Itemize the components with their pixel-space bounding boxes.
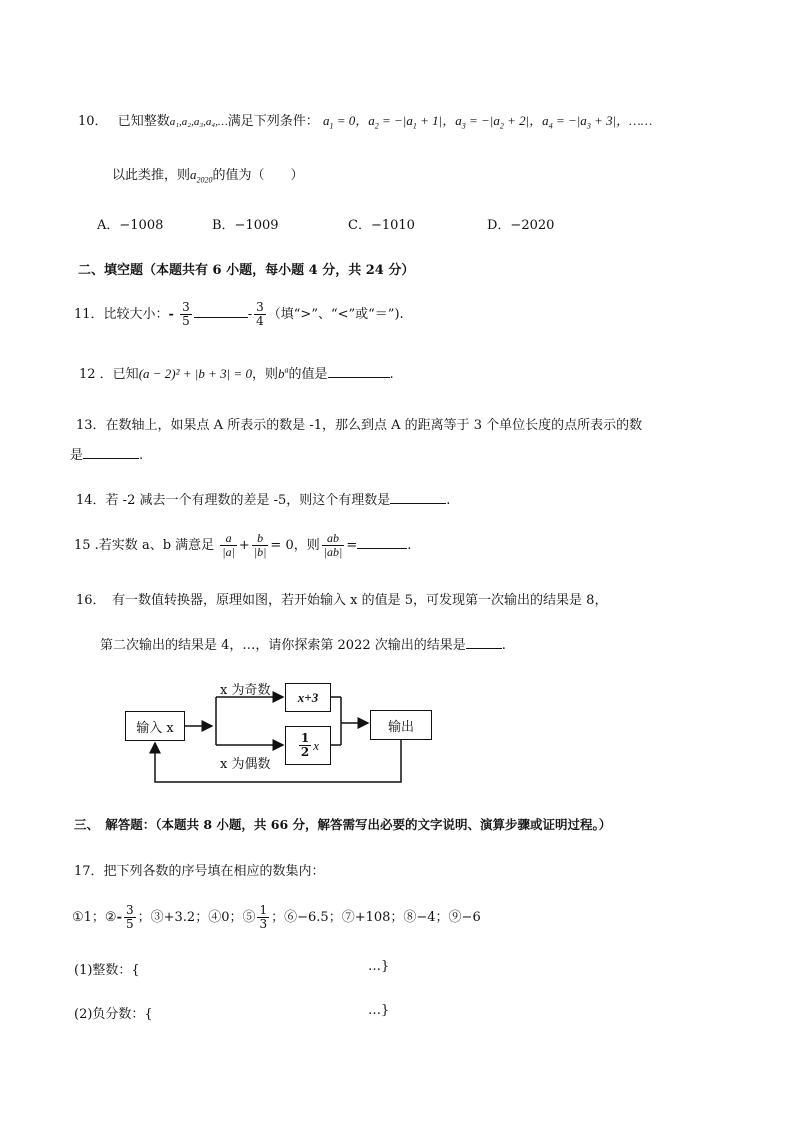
q17-item2-den: 5 bbox=[126, 917, 134, 931]
q17-title: 17．把下列各数的序号填在相应的数集内： bbox=[74, 864, 325, 879]
q12-suffix: 的值是 bbox=[288, 367, 328, 382]
q17-item6: ；⑥−6.5；⑦+108；⑧−4；⑨−6 bbox=[271, 910, 481, 925]
q15-fab-num: ab bbox=[322, 532, 345, 546]
q12-base: b bbox=[278, 366, 285, 381]
q17-item3: ；③+3.2；④0；⑤ bbox=[137, 910, 256, 925]
flow-odd-label: x 为奇数 bbox=[220, 683, 271, 698]
flow-even-den: 2 bbox=[300, 745, 310, 759]
section2-title: 二、填空题（本题共有 6 小题，每小题 4 分，共 24 分） bbox=[78, 263, 415, 278]
q10-conditions: $a_1 = 0$，$a_2 = -|a_1 + 1|$，$a_3 = -|a_2 + 2|$，$a_4 = -|a_3 + 3|$，…… bbox=[322, 113, 653, 131]
q10-a2020-var: a bbox=[190, 167, 197, 182]
q17-set1: (1)整数：{ bbox=[74, 963, 140, 978]
q10-option-a: A．−1008 bbox=[97, 218, 164, 233]
flow-odd-op: x+3 bbox=[297, 689, 319, 705]
q10-cond: 满足下列条件： bbox=[227, 114, 319, 129]
q12-expr: (a − 2)² + |b + 3| = 0 bbox=[138, 366, 252, 381]
flow-even-num: 1 bbox=[300, 731, 310, 745]
q17-item5-den: 3 bbox=[259, 917, 268, 931]
q13-line1: 13．在数轴上，如果点 A 所表示的数是 -1，那么到点 A 的距离等于 3 个单位长度的点所表示的数 bbox=[76, 418, 643, 433]
q16-line1: 16． 有一数值转换器，原理如图，若开始输入 x 的值是 5，可发现第一次输出的结果是 8， bbox=[76, 593, 608, 608]
q10-option-c: C．−1010 bbox=[348, 218, 415, 233]
section3-title: 三、 解答题：（本题共 8 小题，共 66 分，解答需写出必要的文字说明、演算步骤或证明过程。） bbox=[74, 817, 612, 832]
feedback-loop bbox=[155, 737, 401, 782]
q17-item2-num: 3 bbox=[126, 903, 134, 917]
q10-sequence: a₁,a₂,a₃,a₄,… bbox=[169, 116, 228, 128]
q15-plus: + bbox=[238, 538, 250, 553]
q11-den2: 4 bbox=[256, 314, 264, 328]
q12-mid: ，则 bbox=[251, 367, 278, 382]
q11-prefix: 11．比较大小： bbox=[74, 307, 169, 322]
q10-option-b: B．−1009 bbox=[212, 218, 279, 233]
q10-a2020-sub: 2020 bbox=[196, 175, 213, 185]
q16-end: . bbox=[501, 638, 506, 653]
q15-fab-den: |ab| bbox=[323, 545, 343, 559]
q15-eq: = 0，则 bbox=[270, 538, 320, 553]
q17-set2-end: …} bbox=[368, 1003, 390, 1018]
q17-set2: (2)负分数：{ bbox=[74, 1007, 153, 1022]
q13-end: . bbox=[139, 448, 144, 463]
flow-output-label: 输出 bbox=[387, 719, 414, 735]
flow-input-label: 输入 x bbox=[136, 720, 174, 736]
q13-line2-text: 是 bbox=[70, 448, 84, 463]
q15-fa-den: |a| bbox=[222, 545, 235, 559]
flow-odd-box bbox=[285, 683, 331, 712]
q17-items bbox=[72, 902, 481, 934]
q15-end: . bbox=[407, 538, 412, 553]
q12-prefix: 12 ．已知 bbox=[79, 367, 139, 382]
q15-prefix: 15 .若实数 a、b 满意足 bbox=[74, 538, 215, 553]
q17-item2-neg: - bbox=[116, 910, 122, 925]
q17-item5-num: 1 bbox=[259, 903, 268, 917]
q11-den1: 5 bbox=[182, 314, 190, 328]
q11-num1: 3 bbox=[182, 300, 190, 314]
q10-option-d: D．−2020 bbox=[487, 218, 555, 233]
q14-text: 14．若 -2 减去一个有理数的差是 -5，则这个有理数是 bbox=[76, 493, 391, 508]
q15-fb-den: |b| bbox=[253, 545, 267, 559]
q11-neg: - bbox=[168, 307, 174, 322]
q10-line2-text: 以此类推，则 bbox=[112, 168, 191, 183]
q15-fa-num: a bbox=[220, 532, 237, 546]
q12-end: . bbox=[389, 367, 394, 382]
q11-neg2: - bbox=[247, 307, 253, 322]
q10-stem: 已知整数 bbox=[117, 114, 170, 129]
q10-number: 10． bbox=[78, 114, 108, 129]
q11-suffix: （填“>”、“<”或“＝”). bbox=[267, 307, 404, 322]
q15-eq2: = bbox=[346, 538, 358, 553]
q17-item2-frac bbox=[124, 904, 136, 931]
flow-even-frac bbox=[299, 732, 311, 759]
q10-line2-end: 的值为（ ） bbox=[212, 168, 304, 183]
flow-even-box bbox=[285, 726, 331, 765]
flow-even-var: x bbox=[313, 737, 320, 753]
q16-line2-text: 第二次输出的结果是 4，…，请你探索第 2022 次输出的结果是 bbox=[100, 638, 466, 653]
q11-num2: 3 bbox=[256, 300, 264, 314]
flow-even-label: x 为偶数 bbox=[220, 757, 271, 772]
q14-end: . bbox=[446, 493, 451, 508]
q17-set1-end: …} bbox=[368, 959, 390, 974]
flow-output-box bbox=[370, 710, 432, 740]
q15-fb-num: b bbox=[252, 532, 269, 546]
q12-exp: a bbox=[284, 365, 289, 375]
q17-item5-frac bbox=[257, 904, 269, 931]
q17-item1: ①1；② bbox=[72, 910, 117, 925]
flow-input-box bbox=[125, 711, 185, 741]
